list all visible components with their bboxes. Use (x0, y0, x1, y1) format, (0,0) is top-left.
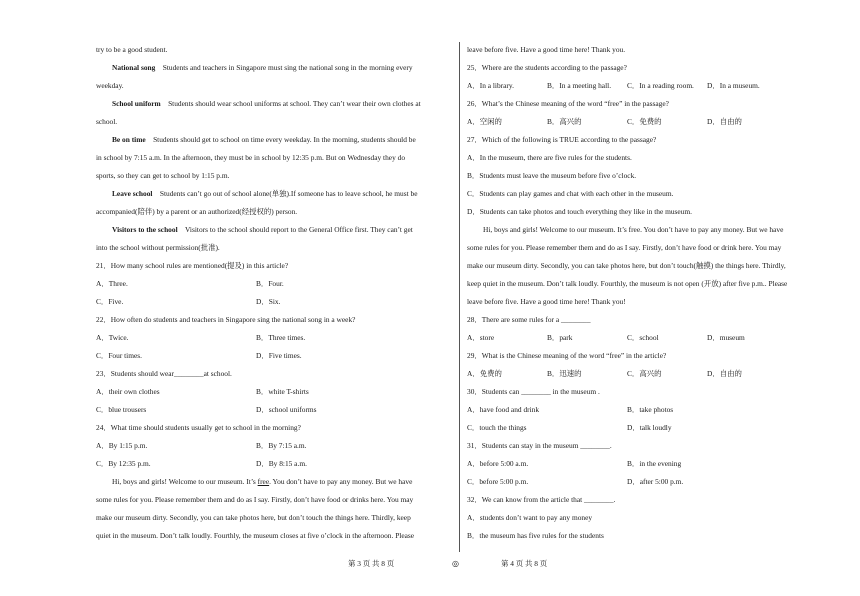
page-number-left: 第 3 页 共 8 页 (348, 559, 395, 568)
left-column (96, 41, 451, 545)
question-option: C．Students can play games and chat with each other in the museum. (467, 189, 674, 198)
passage-line: Hi, boys and girls! Welcome to our museum. It’s free. You don’t have to pay any money. But we have (112, 477, 413, 486)
text-line: in school by 7:15 a.m. In the afternoon, they must be in school by 12:35 p.m. But on Wednesday they do (96, 153, 406, 162)
question-stem: 32．We can know from the article that ________. (467, 495, 616, 504)
text-line: try to be a good student. (96, 45, 168, 54)
text-line: weekday. (96, 81, 124, 90)
rule-visitors: Visitors to the school Visitors to the school should report to the General Office first. They can’t get (112, 225, 413, 234)
passage-line: make our museum dirty. Secondly, you can take photos here, but don’t touch the things here. Thirdly, keep (96, 513, 411, 522)
passage-line: quiet in the museum. Don’t talk loudly. Fourthly, the museum closes at five o’clock in the afternoon. Please (96, 531, 415, 540)
rule-national-song: National song Students and teachers in Singapore must sing the national song in the morning every (112, 63, 413, 72)
question-options: C．touch the things D．talk loudly (467, 423, 672, 432)
question-stem: 29．What is the Chinese meaning of the word “free” in the article? (467, 351, 667, 360)
question-options: A．Twice. B．Three times. (96, 333, 306, 342)
question-options: A．免费的 B．迅速的 C．高兴的 D．自由的 (467, 369, 742, 378)
question-stem: 22．How often do students and teachers in Singapore sing the national song in a week? (96, 315, 356, 324)
page-footer (0, 555, 860, 573)
question-options: C．Four times. D．Five times. (96, 351, 302, 360)
question-stem: 24．What time should students usually get to school in the morning? (96, 423, 301, 432)
question-stem: 27．Which of the following is TRUE according to the passage? (467, 135, 657, 144)
question-options: A．before 5:00 a.m. B．in the evening (467, 459, 682, 468)
question-option: B．Students must leave the museum before five o’clock. (467, 171, 637, 180)
passage-line: keep quiet in the museum. Don’t talk loudly. Fourthly, the museum is not open (开放) after five p.m.. Please (467, 279, 788, 288)
passage-line: make our museum dirty. Secondly, you can take photos here, but don’t touch(触摸) the things here. Thirdly, (467, 261, 786, 270)
passage-line: leave before five. Have a good time here! Thank you! (467, 297, 626, 306)
question-options: A．their own clothes B．white T-shirts (96, 387, 309, 396)
text-line: accompanied(陪伴) by a parent or an authorized(经授权的) person. (96, 207, 298, 216)
question-options: A．store B．park C．school D．museum (467, 333, 745, 342)
passage-line: some rules for you. Please remember them and do as I say. Firstly, don’t have food or drink here. You may (467, 243, 782, 252)
rule-be-on-time: Be on time Students should get to school on time every weekday. In the morning, students should be (112, 135, 416, 144)
question-options: A．空闲的 B．高兴的 C．免费的 D．自由的 (467, 117, 742, 126)
text-line: into the school without permission(批准). (96, 243, 220, 252)
question-option: A．students don’t want to pay any money (467, 513, 593, 522)
footer-separator: ◎ (452, 559, 459, 568)
question-stem: 28．There are some rules for a ________ (467, 315, 591, 324)
question-options: C．before 5:00 p.m. D．after 5:00 p.m. (467, 477, 684, 486)
question-options: C．blue trousers D．school uniforms (96, 405, 317, 414)
passage-line: Hi, boys and girls! Welcome to our museum. It’s free. You don’t have to pay any money. But we have (483, 225, 784, 234)
column-divider (459, 42, 460, 552)
question-options: A．Three. B．Four. (96, 279, 284, 288)
text-line: sports, so they can get to school by 1:15 p.m. (96, 171, 230, 180)
question-options: A．In a library. B．In a meeting hall. C．In a reading room. D．In a museum. (467, 81, 760, 90)
question-option: D．Students can take photos and touch everything they like in the museum. (467, 207, 692, 216)
question-stem: 31．Students can stay in the museum ________. (467, 441, 612, 450)
passage-line: some rules for you. Please remember them and do as I say. Firstly, don’t have food or drinks here. You may (96, 495, 414, 504)
question-stem: 30．Students can ________ in the museum . (467, 387, 600, 396)
question-stem: 26．What’s the Chinese meaning of the word “free” in the passage? (467, 99, 669, 108)
rule-leave-school: Leave school Students can’t go out of school alone(单独).If someone has to leave school, he must be (112, 189, 418, 198)
question-stem: 25．Where are the students according to the passage? (467, 63, 627, 72)
question-options: A．have food and drink B．take photos (467, 405, 674, 414)
question-option: B．the museum has five rules for the students (467, 531, 604, 540)
question-options: A．By 1:15 p.m. B．By 7:15 a.m. (96, 441, 307, 450)
question-stem: 21．How many school rules are mentioned(提及) in this article? (96, 261, 289, 270)
question-options: C．By 12:35 p.m. D．By 8:15 a.m. (96, 459, 307, 468)
rule-school-uniform: School uniform Students should wear school uniforms at school. They can’t wear their own clothes at (112, 99, 421, 108)
right-column (467, 41, 829, 545)
passage-line: leave before five. Have a good time here! Thank you. (467, 45, 626, 54)
question-option: A．In the museum, there are five rules for the students. (467, 153, 632, 162)
text-line: school. (96, 117, 118, 126)
question-options: C．Five. D．Six. (96, 297, 281, 306)
question-stem: 23．Students should wear________at school. (96, 369, 232, 378)
page-number-right: 第 4 页 共 8 页 (501, 559, 548, 568)
